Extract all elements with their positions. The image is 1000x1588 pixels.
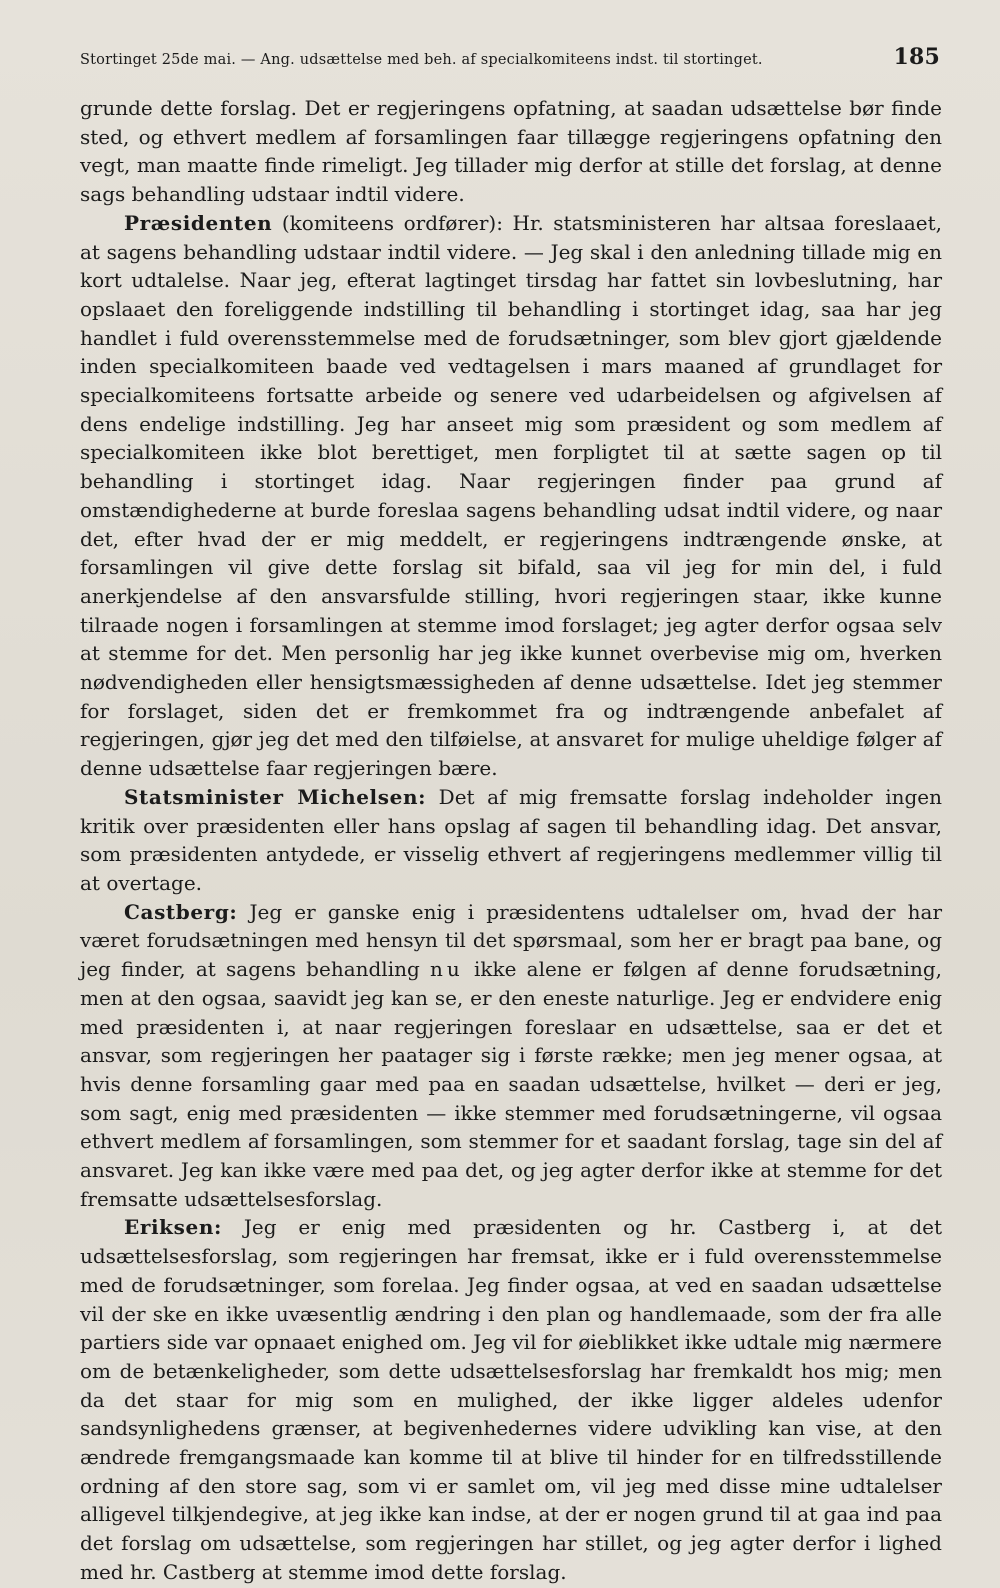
paragraph-statsminister: [80, 783, 942, 898]
speaker-name: Præsidenten: [124, 210, 273, 235]
paragraph-text: Jeg er enig med præsidenten og hr. Castberg i, at det udsættelsesforslag, som regjeringen har fremsat, ikke er i fuld overensstemmelse med de forudsætninger, som forelaa. Jeg finder ogsaa, at ved en saadan udsættelse vil der ske en ikke uvæsentlig ændring i den plan og handlemaade, som der fra alle partiers side var opnaaet enighed om. Jeg vil for øieblikket ikke udtale mig nærmere om de betænkeligheder, som dette udsættelsesforslag har fremkaldt hos mig; men da det staar for mig som en mulighed, der ikke ligger aldeles udenfor sandsynlighedens grænser, at begivenhedernes videre udvikling kan vise, at den ændrede fremgangsmaade kan komme til at blive til hinder for en tilfredsstillende ordning af den store sag, som vi er samlet om, vil jeg med disse mine udtalelser alligevel tilkjendegive, at jeg ikke kan indse, at der er nogen grund til at gaa ind paa det forslag om udsættelse, som regjeringen har stillet, og jeg agter derfor i lighed med hr. Castberg at stemme imod dette forslag.: [80, 1215, 942, 1584]
paragraph-text: (komiteens ordfører): Hr. statsministeren har altsaa foreslaaet, at sagens behandling udstaar indtil videre. — Jeg skal i den anledning tillade mig en kort udtalelse. Naar jeg, efterat lagtinget tirsdag har fattet sin lovbeslutning, har opslaaet den foreliggende indstilling til behandling i stortinget idag, saa har jeg handlet i fuld overensstemmelse med de forudsætninger, som blev gjort gjældende inden specialkomiteen baade ved vedtagelsen i mars maaned af grundlaget for specialkomiteens fortsatte arbeide og senere ved udarbeidelsen og afgivelsen af dens endelige indstilling. Jeg har anseet mig som præsident og som medlem af specialkomiteen ikke blot berettiget, men forpligtet til at sætte sagen op til behandling i stortinget idag. Naar regjeringen finder paa grund af omstændighederne at burde foreslaa sagens behandling udsat indtil videre, og naar det, efter hvad der er mig meddelt, er regjeringens indtrængende ønske, at forsamlingen vil give dette forslag sit bifald, saa vil jeg for min del, i fuld anerkjendelse af den ansvarsfulde stilling, hvori regjeringen staar, ikke kunne tilraade nogen i forsamlingen at stemme imod forslaget; jeg agter derfor ogsaa selv at stemme for det. Men personlig har jeg ikke kunnet overbevise mig om, hverken nødvendigheden eller hensigtsmæssigheden af denne udsættelse. Idet jeg stemmer for forslaget, siden det er fremkommet fra og indtrængende anbefalet af regjeringen, gjør jeg det med den tilføielse, at ansvaret for mulige uheldige følger af denne udsættelse faar regjeringen bære.: [80, 210, 942, 781]
paragraph-eriksen: [80, 1213, 942, 1586]
running-title: Stortinget 25de mai. — Ang. udsættelse med beh. af specialkomiteens indst. til stortinget.: [80, 52, 763, 68]
speaker-name: Eriksen:: [124, 1215, 222, 1240]
paragraph-text-after: ikke alene er følgen af denne forudsætning, men at den ogsaa, saavidt jeg kan se, er den eneste naturlige. Jeg er endvidere enig med præsidenten i, at naar regjeringen foreslaar en udsættelse, saa er det et ansvar, som regjeringen her paatager sig i første række; men jeg mener ogsaa, at hvis denne forsamling gaar med paa en saadan udsættelse, hvilket — deri er jeg, som sagt, enig med præsidenten — ikke stemmer med forudsætningerne, vil ogsaa ethvert medlem af forsamlingen, som stemmer for et saadant forslag, tage sin del af ansvaret. Jeg kan ikke være med paa det, og jeg agter derfor ikke at stemme for det fremsatte udsættelsesforslag.: [80, 957, 942, 1211]
paragraph-castberg: [80, 898, 942, 1214]
paragraph-text: grunde dette forslag. Det er regjeringens opfatning, at saadan udsættelse bør finde sted, og ethvert medlem af forsamlingen faar tillægge regjeringens opfatning den vegt, man maatte finde rimeligt. Jeg tillader mig derfor at stille det forslag, at denne sags behandling udstaar indtil videre.: [80, 96, 942, 207]
emphasized-word: nu: [430, 957, 464, 982]
running-header: [80, 44, 942, 70]
paragraph-praesidenten: [80, 209, 942, 783]
body-text: [80, 94, 942, 1587]
speaker-name: Castberg:: [124, 899, 238, 924]
page-number: 185: [893, 44, 940, 70]
paragraph-text-before: Jeg er ganske enig i præsidentens udtalelser om, hvad der har været forudsætningen med hensyn til det spørsmaal, som her er bragt paa bane, og jeg finder, at sagens behandling: [80, 899, 942, 982]
paragraph-continuation: [80, 94, 942, 209]
paragraph-text: Det af mig fremsatte forslag indeholder ingen kritik over præsidenten eller hans opslag af sagen til behandling idag. Det ansvar, som præsidenten antydede, er visselig ethvert af regjeringens medlemmer villig til at overtage.: [80, 784, 942, 895]
speaker-name: Statsminister Michelsen:: [124, 784, 427, 809]
